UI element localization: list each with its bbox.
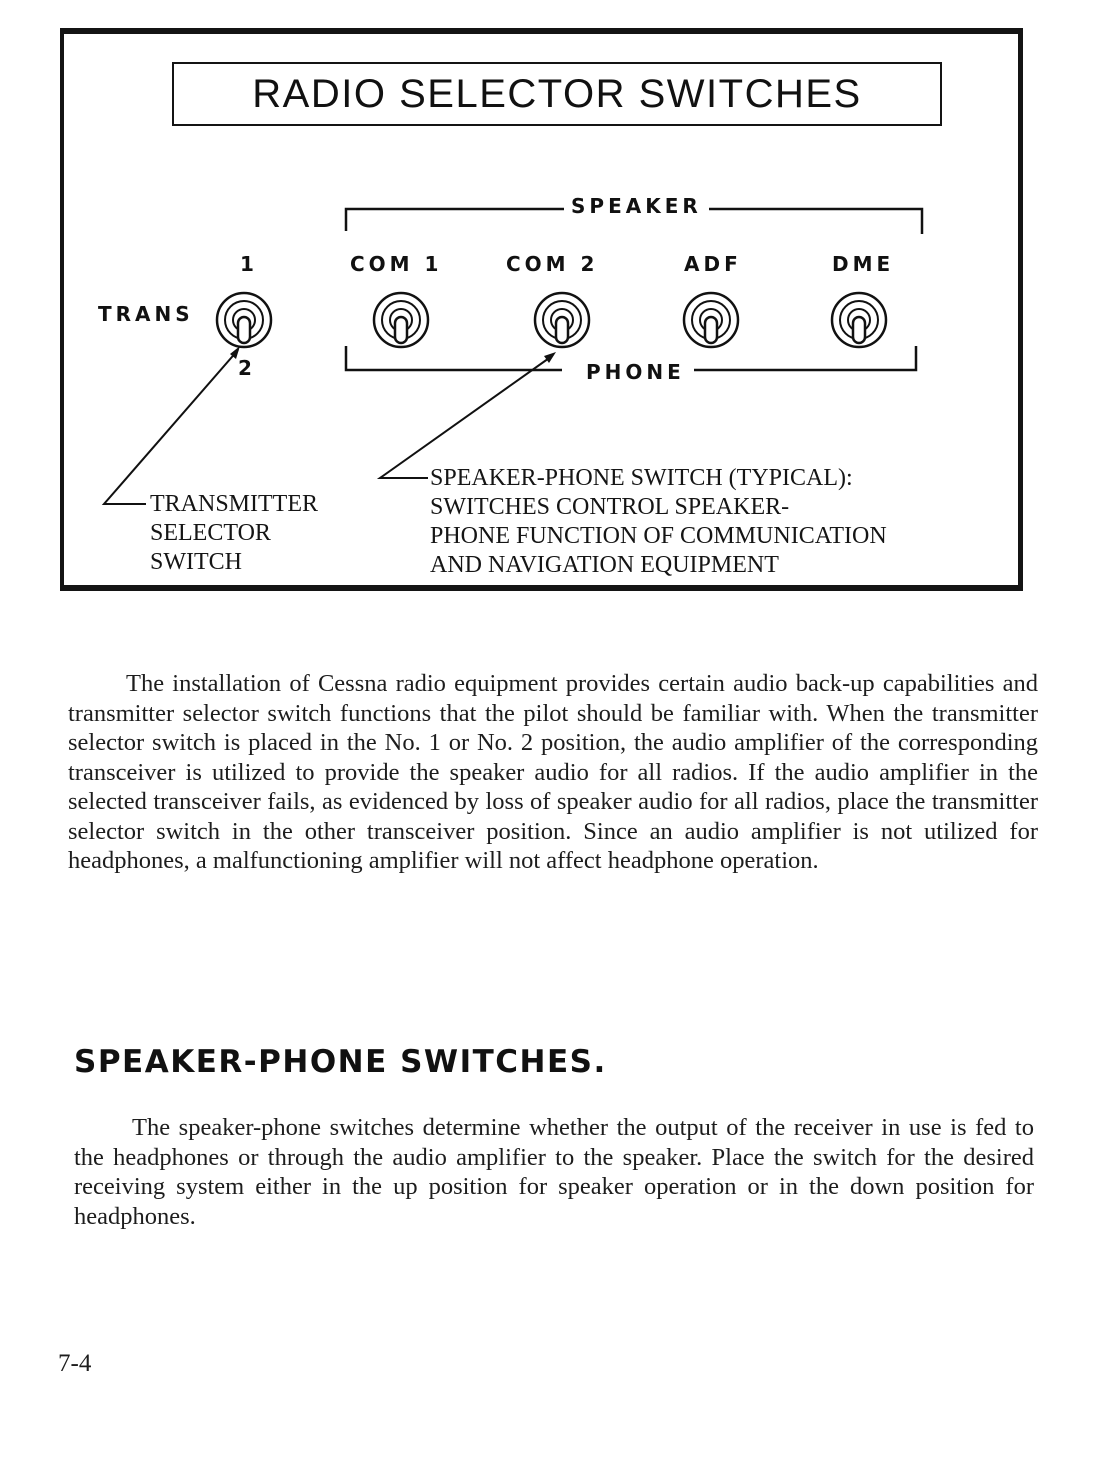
switch-label-adf: ADF (684, 252, 742, 276)
com1-switch-icon (374, 293, 428, 347)
transmitter-leader-line (104, 346, 240, 504)
speaker-phone-callout: SPEAKER-PHONE SWITCH (TYPICAL): SWITCHES CONTROL SPEAKER- PHONE FUNCTION OF COMMUNICATION AND NAVIGATION EQUIPMENT (430, 465, 887, 578)
page-number: 7-4 (58, 1350, 92, 1377)
trans-position-1: 1 (240, 252, 254, 276)
adf-switch-icon (684, 293, 738, 347)
trans-position-2: 2 (238, 356, 252, 380)
transmitter-selector-callout: TRANSMITTER SELECTOR SWITCH (150, 491, 318, 575)
phone-label: PHONE (586, 360, 685, 384)
figure-title: RADIO SELECTOR SWITCHES (172, 62, 942, 126)
paragraph-speaker-phone: The speaker-phone switches determine whether the output of the receiver in use is fed to the headphones or through the audio amplifier to the speaker. Place the switch for the desired receiving system either in the up position for speaker operation or in the down position for headphones. (74, 1114, 1034, 1230)
speaker-label: SPEAKER (571, 194, 702, 218)
radio-selector-figure (60, 28, 1023, 591)
switch-label-com1: COM 1 (350, 252, 443, 276)
switch-label-com2: COM 2 (506, 252, 599, 276)
trans-switch-icon (217, 293, 271, 347)
trans-label: TRANS (98, 302, 194, 326)
com2-switch-icon (535, 293, 589, 347)
dme-switch-icon (832, 293, 886, 347)
section-heading: SPEAKER-PHONE SWITCHES. (74, 1044, 607, 1080)
paragraph-audio-backup: The installation of Cessna radio equipment provides certain audio back-up capabilities and transmitter selector switch functions that the pilot should be familiar with. When the transmitter selector switch is placed in the No. 1 or No. 2 position, the audio amplifier of the corresponding transceiver is utilized to provide the speaker audio for all radios. If the audio amplifier in the selected transceiver fails, as evidenced by loss of speaker audio for all radios, place the transmitter selector switch in the other transceiver position. Since an audio amplifier is not utilized for headphones, a malfunctioning amplifier will not affect headphone operation. (68, 670, 1038, 874)
switch-label-dme: DME (832, 252, 895, 276)
